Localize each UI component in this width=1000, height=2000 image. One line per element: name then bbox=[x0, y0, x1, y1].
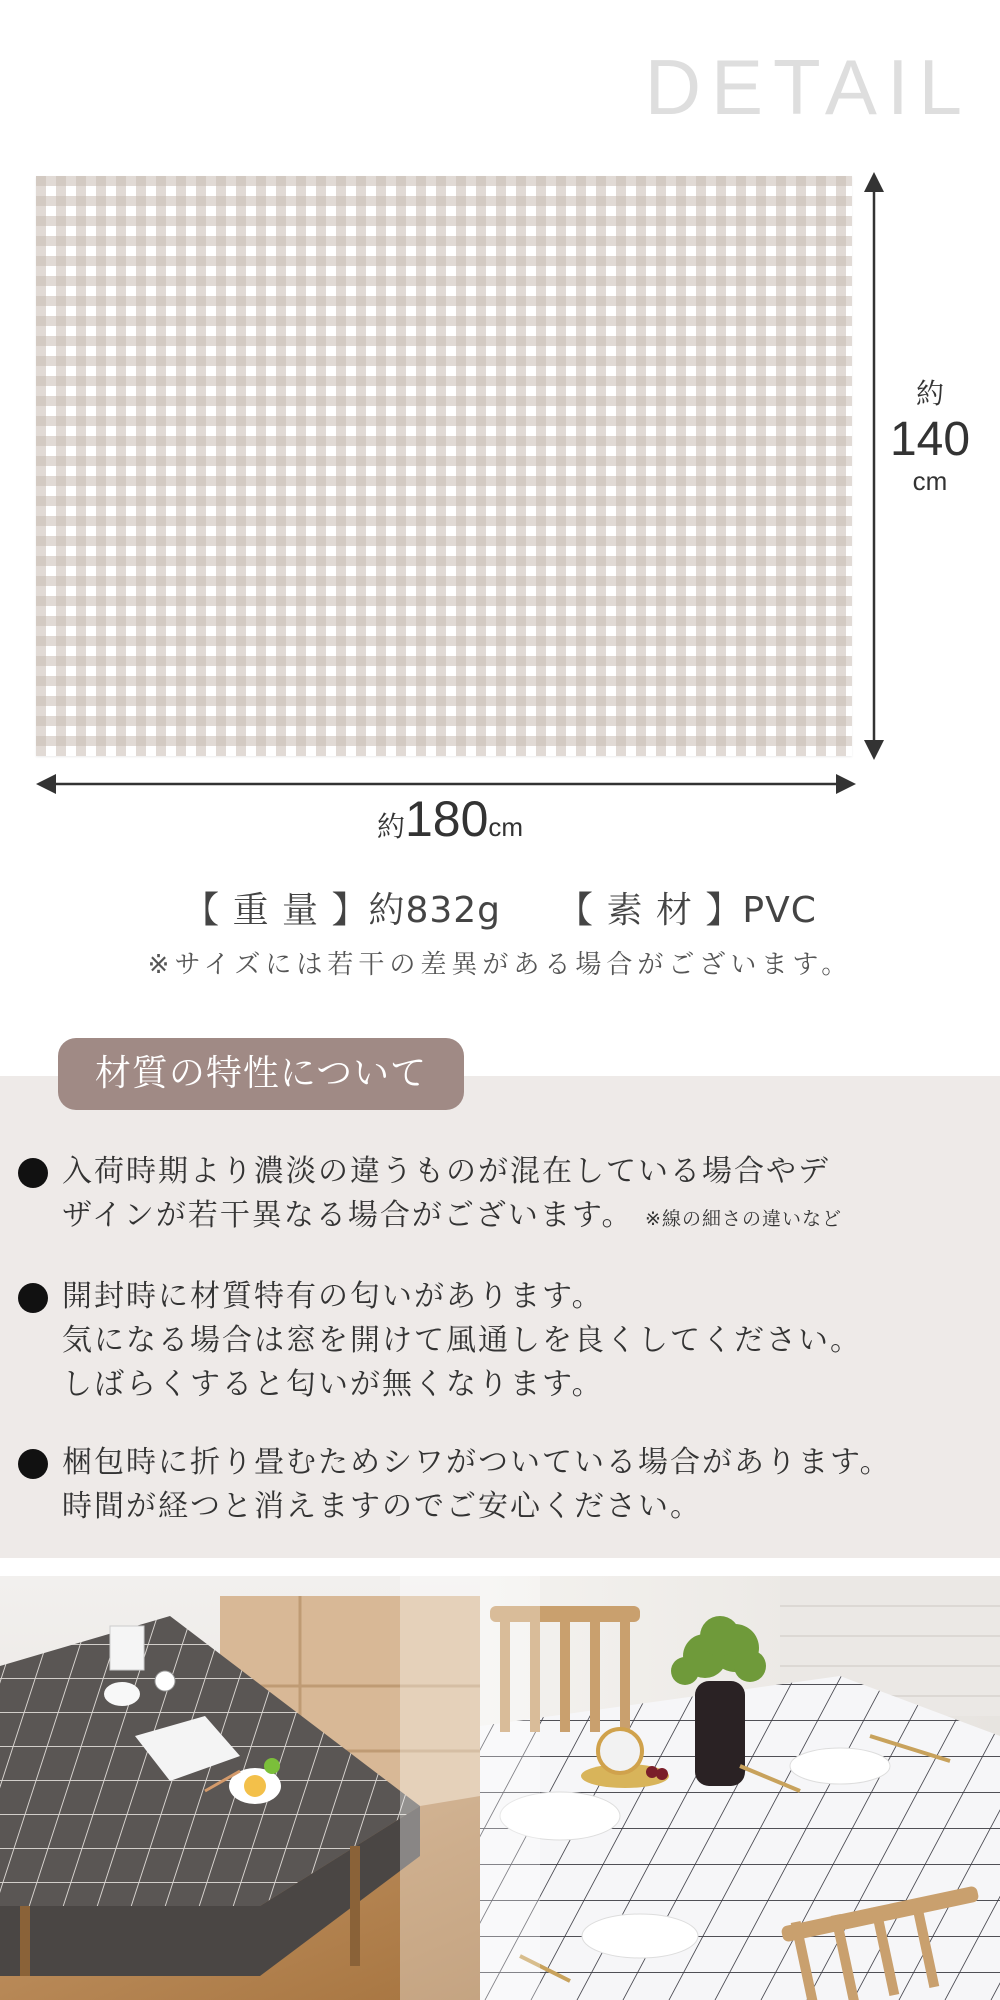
list-item-text: 気になる場合は窓を開けて風通しを良くしてください。 bbox=[62, 1323, 862, 1358]
page-title: DETAIL bbox=[644, 43, 972, 131]
height-value: 140 bbox=[889, 413, 971, 466]
list-item-text: しばらくすると匂いが無くなります。 bbox=[62, 1367, 604, 1402]
width-value: 180 bbox=[404, 791, 489, 847]
weight-spec: 【 重 量 】約832g bbox=[183, 890, 502, 931]
bullet-icon bbox=[18, 1449, 48, 1479]
list-item-text: 開封時に材質特有の匂いがあります。 bbox=[62, 1279, 604, 1314]
width-unit: cm bbox=[488, 812, 524, 842]
width-arrow-head-right bbox=[836, 774, 856, 794]
height-prefix: 約 bbox=[915, 377, 944, 410]
material-section-title: 材質の特性について bbox=[58, 1038, 464, 1110]
material-characteristics-list bbox=[18, 1150, 988, 1563]
spec-line bbox=[0, 882, 1000, 933]
width-prefix: 約 bbox=[376, 810, 405, 843]
list-item-note: ※線の細さの違いなど bbox=[645, 1208, 842, 1230]
width-dimension-label bbox=[300, 791, 600, 847]
list-item bbox=[18, 1275, 988, 1407]
list-item-text-with-note bbox=[62, 1194, 988, 1241]
list-item-text: 時間が経つと消えますのでご安心ください。 bbox=[62, 1489, 702, 1524]
bullet-icon bbox=[18, 1158, 48, 1188]
list-item-text: ザインが若干異なる場合がございます。 bbox=[62, 1198, 634, 1233]
bullet-icon bbox=[18, 1283, 48, 1313]
height-dimension-label bbox=[880, 377, 980, 496]
size-note: ※サイズには若干の差異がある場合がございます。 bbox=[147, 950, 853, 980]
list-item bbox=[18, 1150, 988, 1241]
height-arrow-head-top bbox=[864, 172, 884, 192]
list-item-text: 入荷時期より濃淡の違うものが混在している場合やデ bbox=[62, 1154, 830, 1189]
height-unit: cm bbox=[912, 466, 948, 496]
height-arrow-head-bottom bbox=[864, 740, 884, 760]
list-item-text: 梱包時に折り畳むためシワがついている場合があります。 bbox=[62, 1445, 892, 1480]
white-tablecloth-photo bbox=[480, 1576, 1000, 2000]
dark-tablecloth-photo bbox=[0, 1576, 480, 2000]
gingham-tablecloth-image bbox=[36, 176, 852, 756]
material-spec: 【 素 材 】PVC bbox=[557, 890, 817, 931]
width-arrow-head-left bbox=[36, 774, 56, 794]
list-item bbox=[18, 1441, 988, 1529]
